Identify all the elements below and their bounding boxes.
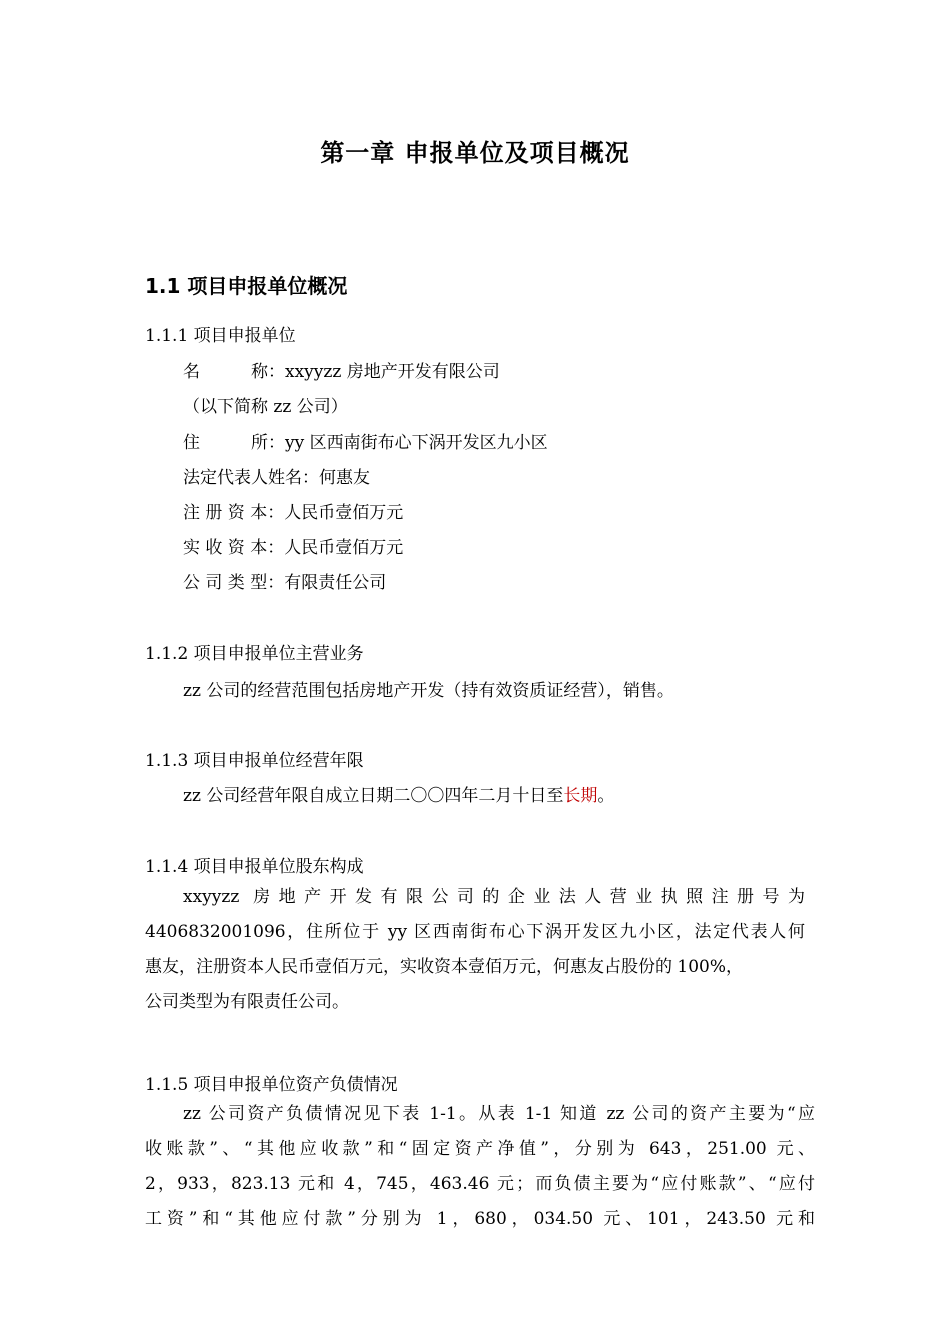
paragraph-line: 收账款”、“其他应收款”和“固定资产净值”，分别为 643，251.00 元、 <box>145 1139 815 1159</box>
paragraph-line: zz 公司资产负债情况见下表 1-1。从表 1-1 知道 zz 公司的资产主要为“应 <box>183 1104 815 1124</box>
paragraph-line: 工资”和“其他应付款”分别为 1，680，034.50 元、101，243.50 元和 <box>145 1209 815 1229</box>
paragraph-line: 2，933，823.13 元和 4，745，463.46 元；而负债主要为“应付账款”、“应付 <box>145 1174 815 1194</box>
business-scope-text: zz 公司的经营范围包括房地产开发（持有效资质证经营），销售。 <box>183 681 674 701</box>
paragraph-line: xxyyzz 房地产开发有限公司的企业法人营业执照注册号为 <box>183 887 805 907</box>
operating-term-highlight: 长期 <box>563 786 598 806</box>
operating-term-lead: zz 公司经营年限自成立日期二〇〇四年二月十日至 <box>183 786 564 806</box>
chapter-title: 第一章 申报单位及项目概况 <box>320 139 630 167</box>
shareholder-paragraph <box>145 880 805 1020</box>
section-title-1-1: 1.1 项目申报单位概况 <box>145 274 348 298</box>
operating-term-end: 。 <box>597 786 615 806</box>
info-line-company-type: 公 司 类 型：有限责任公司 <box>183 573 387 593</box>
info-line-registered-capital: 注 册 资 本：人民币壹佰万元 <box>183 503 404 523</box>
operating-term-text <box>183 781 614 806</box>
info-line-paid-capital: 实 收 资 本：人民币壹佰万元 <box>183 538 404 558</box>
subsection-heading-1-1-1: 1.1.1 项目申报单位 <box>145 326 296 346</box>
subsection-heading-1-1-3: 1.1.3 项目申报单位经营年限 <box>145 751 364 771</box>
paragraph-line: 惠友，注册资本人民币壹佰万元，实收资本壹佰万元，何惠友占股份的 100%， <box>145 957 744 977</box>
assets-liabilities-paragraph <box>145 1097 815 1237</box>
subsection-heading-1-1-2: 1.1.2 项目申报单位主营业务 <box>145 644 364 664</box>
subsection-heading-1-1-5: 1.1.5 项目申报单位资产负债情况 <box>145 1075 398 1095</box>
paragraph-line: 公司类型为有限责任公司。 <box>145 992 349 1012</box>
info-line-address: 住 所：yy 区西南街布心下涡开发区九小区 <box>183 433 548 453</box>
info-line-legal-rep: 法定代表人姓名：何惠友 <box>183 468 370 488</box>
paragraph-line: 4406832001096，住所位于 yy 区西南街布心下涡开发区九小区，法定代表人何 <box>145 922 805 942</box>
subsection-heading-1-1-4: 1.1.4 项目申报单位股东构成 <box>145 857 364 877</box>
info-line-short-name: （以下简称 zz 公司） <box>183 397 348 417</box>
info-line-name: 名 称：xxyyzz 房地产开发有限公司 <box>183 362 500 382</box>
